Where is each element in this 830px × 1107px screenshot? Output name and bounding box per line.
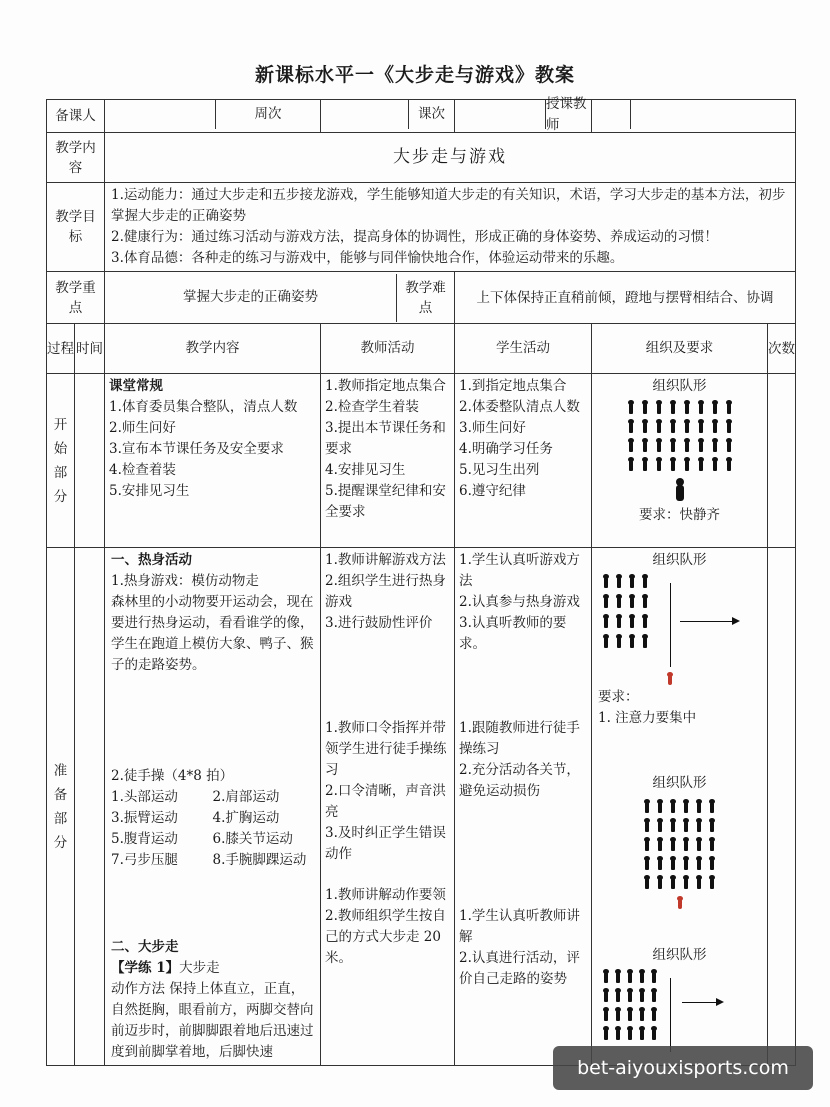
student-figure-icon (617, 637, 621, 648)
start-content: 课堂常规 1.体育委员集合整队，清点人数 2.师生问好 3.宣布本节课任务及安全要求 4.检查着装 5.安排见习生 (105, 374, 321, 548)
student-figure-icon (713, 460, 717, 471)
student-figure-icon (652, 1029, 656, 1040)
student-figure-icon (643, 403, 647, 414)
direction-arrow (680, 621, 738, 622)
lesson-label: 课次 (418, 106, 445, 122)
goal-item: 3.体育品德：各种走的练习与游戏中，能够与同伴愉快地合作，体验运动带来的乐趣。 (111, 250, 624, 266)
start-student: 1.到指定地点集合 2.体委整队清点人数 3.师生问好 4.明确学习任务 5.见习生出列 6.遵守纪律 (455, 374, 592, 548)
student-figure-icon (727, 441, 731, 452)
col-org: 组织及要求 (592, 324, 768, 374)
col-count: 次数 (768, 324, 796, 374)
exercise-formation (598, 802, 761, 889)
stride-formation (604, 972, 761, 1040)
col-teacher: 教师活动 (321, 324, 455, 374)
student-figure-icon (652, 991, 656, 1002)
student-figure-icon (697, 840, 701, 851)
student-figure-icon (616, 1029, 620, 1040)
prep-section-label: 准备部分 (47, 548, 75, 1066)
student-figure-icon (640, 972, 644, 983)
student-figure-icon (658, 821, 662, 832)
student-figure-icon (643, 422, 647, 433)
student-figure-icon (643, 460, 647, 471)
watermark-badge: bet-aiyouxisports.com (553, 1046, 813, 1090)
student-figure-icon (658, 859, 662, 870)
prep-org: 组织队形 要求： 1. 注意力要集中 组织队形 组织队形 (592, 548, 768, 1066)
student-figure-icon (604, 577, 608, 588)
student-figure-icon (645, 878, 649, 889)
difficulty-value: 上下体保持正直稍前倾，蹬地与摆臂相结合、协调 (455, 272, 796, 324)
week-label: 周次 (254, 106, 282, 122)
teacher-label: 授课教师 (546, 95, 587, 133)
content-value: 大步走与游戏 (105, 133, 796, 183)
student-figure-icon (616, 972, 620, 983)
student-figure-icon (684, 840, 688, 851)
teacher-value (631, 100, 795, 129)
student-figure-icon (671, 422, 675, 433)
student-figure-icon (630, 617, 634, 628)
student-figure-icon (640, 1010, 644, 1021)
student-figure-icon (652, 972, 656, 983)
student-figure-icon (671, 878, 675, 889)
student-figure-icon (658, 840, 662, 851)
student-figure-icon (616, 991, 620, 1002)
student-figure-icon (630, 577, 634, 588)
week-cell (321, 100, 455, 133)
student-figure-icon (630, 637, 634, 648)
student-figure-icon (685, 422, 689, 433)
col-process: 过程 (47, 324, 75, 374)
student-figure-icon (643, 637, 647, 648)
student-figure-icon (685, 441, 689, 452)
student-figure-icon (628, 1010, 632, 1021)
student-figure-icon (727, 460, 731, 471)
student-figure-icon (684, 859, 688, 870)
student-figure-icon (628, 1029, 632, 1040)
key-cell (105, 272, 455, 324)
prep-teacher: 1.教师讲解游戏方法 2.组织学生进行热身游戏 3.进行鼓励性评价 1.教师口令指挥并带领学生进行徒手操练习 2.口令清晰，声音洪亮 3.及时纠正学生错误动作 1.教师讲解动作要领 2.教师组织学生按自己的方式大步走 20 米。 (321, 548, 455, 1066)
student-figure-icon (616, 1010, 620, 1021)
content-label: 教学内容 (47, 133, 105, 183)
student-figure-icon (645, 802, 649, 813)
student-figure-icon (657, 403, 661, 414)
student-figure-icon (628, 972, 632, 983)
preparer-value (105, 100, 216, 129)
student-figure-icon (684, 802, 688, 813)
goal-item: 2.健康行为：通过练习活动与游戏方法，提高身体的协调性，形成正确的身体姿势、养成运动的习惯！ (111, 229, 718, 245)
student-figure-icon (629, 460, 633, 471)
student-figure-icon (629, 422, 633, 433)
student-figure-icon (710, 859, 714, 870)
student-figure-icon (710, 878, 714, 889)
direction-arrow (682, 1002, 722, 1003)
start-section-label: 开始部分 (47, 374, 75, 548)
student-figure-icon (671, 859, 675, 870)
start-org: 组织队形 要求：快静齐 (592, 374, 768, 548)
student-figure-icon (685, 460, 689, 471)
student-figure-icon (699, 403, 703, 414)
student-figure-icon (628, 991, 632, 1002)
student-figure-icon (713, 422, 717, 433)
student-figure-icon (604, 617, 608, 628)
student-figure-icon (658, 878, 662, 889)
student-figure-icon (684, 878, 688, 889)
prep-student: 1.学生认真听游戏方法 2.认真参与热身游戏 3.认真听教师的要求。 1.跟随教师进行徒手操练习 2.充分活动各关节，避免运动损伤 1.学生认真听教师讲解 2.认真进行活动，评价自己走路的姿势 (455, 548, 592, 1066)
student-figure-icon (710, 821, 714, 832)
student-figure-icon (671, 802, 675, 813)
week-value (321, 100, 409, 129)
student-figure-icon (643, 577, 647, 588)
student-figure-icon (684, 821, 688, 832)
student-figure-icon (617, 617, 621, 628)
prep-content: 一、热身活动 1.热身游戏：模仿动物走 森林里的小动物要开运动会，现在要进行热身运动，看看谁学的像，学生在跑道上模仿大象、鸭子、猴子的走路姿势。 2.徒手操（4*8 拍） 1.头部运动 2.肩部运动 3.振臂运动 4.扩胸运动 5.腹背运动 6.膝关节运动 7.弓步压腿 8.手腕脚踝运动 二、大步走 【学练 1】大步走 动作方法 保持上体直立，正直，自然挺胸，眼看前方，两脚交替向前迈步时，前脚脚跟着地后迅速过度到前脚掌着地，后脚快速 (105, 548, 321, 1066)
col-time: 时间 (75, 324, 105, 374)
student-figure-icon (604, 972, 608, 983)
student-figure-icon (727, 403, 731, 414)
student-figure-icon (671, 840, 675, 851)
student-figure-icon (671, 441, 675, 452)
lesson-plan-table (46, 95, 796, 1066)
student-figure-icon (645, 840, 649, 851)
student-figure-icon (713, 403, 717, 414)
student-figure-icon (645, 859, 649, 870)
student-figure-icon (685, 403, 689, 414)
student-figure-icon (604, 1029, 608, 1040)
warmup-formation (604, 577, 761, 648)
student-figure-icon (604, 1010, 608, 1021)
preparer-cell (105, 100, 321, 133)
start-teacher: 1.教师指定地点集合 2.检查学生着装 3.提出本节课任务和要求 4.安排见习生 5.提醒课堂纪律和安全要求 (321, 374, 455, 548)
col-student: 学生活动 (455, 324, 592, 374)
student-figure-icon (617, 577, 621, 588)
teacher-figure (676, 485, 684, 501)
student-figure-icon (697, 821, 701, 832)
student-figure-icon (699, 441, 703, 452)
student-figure-icon (727, 422, 731, 433)
student-figure-icon (697, 859, 701, 870)
student-figure-icon (697, 878, 701, 889)
student-figure-icon (617, 597, 621, 608)
lesson-cell (455, 95, 592, 133)
student-figure-icon (643, 441, 647, 452)
student-figure-icon (699, 460, 703, 471)
student-figure-icon (640, 991, 644, 1002)
formation-diagram (596, 403, 763, 471)
preparer-label: 备课人 (47, 100, 105, 133)
student-figure-icon (699, 422, 703, 433)
goals-content (105, 183, 796, 272)
student-figure-icon (604, 991, 608, 1002)
student-figure-icon (643, 617, 647, 628)
student-figure-icon (640, 1029, 644, 1040)
student-figure-icon (643, 597, 647, 608)
student-figure-icon (645, 821, 649, 832)
student-figure-icon (657, 460, 661, 471)
student-figure-icon (629, 441, 633, 452)
student-figure-icon (658, 802, 662, 813)
student-figure-icon (671, 403, 675, 414)
key-label: 教学重点 (47, 272, 105, 324)
goal-item: 1.运动能力：通过大步走和五步接龙游戏，学生能够知道大步走的有关知识，术语，学习大步走的基本方法，初步掌握大步走的正确姿势 (111, 187, 786, 224)
page-title: 新课标水平一《大步走与游戏》教案 (254, 64, 575, 86)
student-figure-icon (604, 597, 608, 608)
col-content: 教学内容 (105, 324, 321, 374)
student-figure-icon (604, 637, 608, 648)
lesson-value (455, 100, 546, 129)
student-figure-icon (671, 821, 675, 832)
student-figure-icon (697, 802, 701, 813)
teacher-cell (592, 100, 796, 133)
student-figure-icon (657, 422, 661, 433)
student-figure-icon (630, 597, 634, 608)
student-figure-icon (671, 460, 675, 471)
student-figure-icon (652, 1010, 656, 1021)
difficulty-label: 教学难点 (396, 274, 454, 322)
student-figure-icon (657, 441, 661, 452)
goals-label: 教学目标 (47, 183, 105, 272)
student-figure-icon (710, 840, 714, 851)
key-value: 掌握大步走的正确姿势 (183, 289, 318, 305)
student-figure-icon (629, 403, 633, 414)
student-figure-icon (710, 802, 714, 813)
student-figure-icon (713, 441, 717, 452)
